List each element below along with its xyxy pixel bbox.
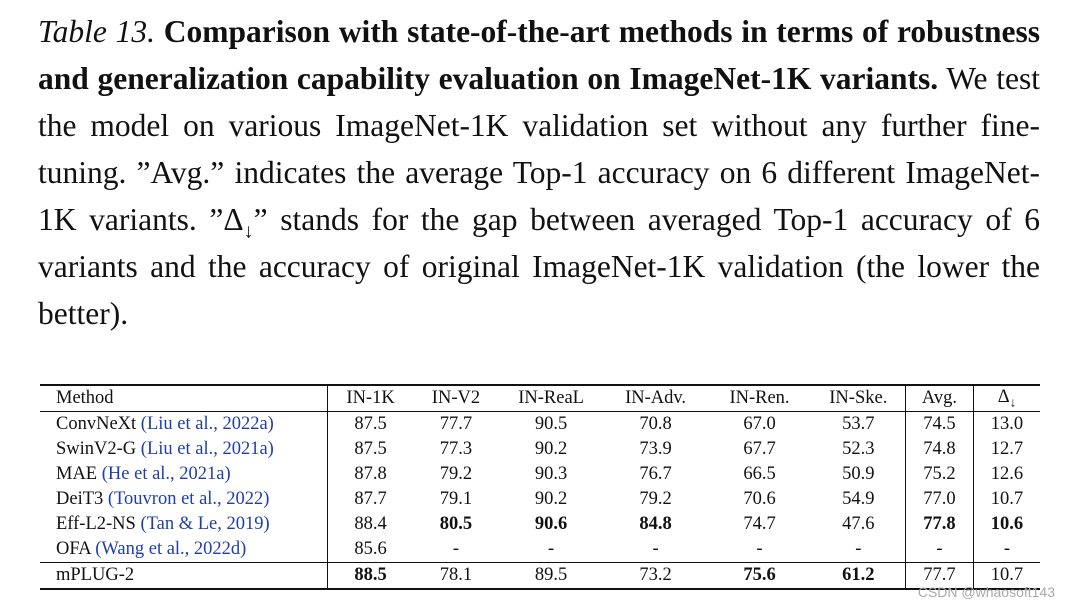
value-cell: 12.7	[973, 437, 1040, 462]
value-cell: 87.8	[327, 462, 413, 487]
value-cell: 79.1	[439, 489, 473, 509]
method-name: mPLUG-2	[56, 565, 135, 585]
caption-label: Table 13.	[38, 14, 156, 49]
table-row	[40, 462, 1040, 487]
method-cell	[40, 537, 327, 563]
value-cell: 77.0	[906, 487, 974, 512]
citation-link[interactable]: (Liu et al., 2022a)	[140, 414, 274, 434]
value-cell: 52.3	[842, 439, 875, 459]
table-row	[40, 412, 1040, 438]
value-cell: 90.3	[534, 464, 568, 484]
value-cell: 74.7	[743, 514, 776, 534]
results-table	[40, 384, 1040, 590]
method-name: SwinV2-G	[56, 439, 137, 459]
value-cell: -	[973, 537, 1040, 563]
value-cell: 70.8	[639, 414, 672, 434]
value-cell: 77.3	[439, 439, 473, 459]
citation-link[interactable]: (Liu et al., 2021a)	[140, 439, 274, 459]
value-cell: 77.7	[906, 563, 974, 590]
value-cell: 10.6	[973, 512, 1040, 537]
method-name: ConvNeXt	[56, 414, 137, 434]
header-inadv: IN-Adv.	[625, 388, 687, 408]
value-cell: -	[756, 539, 763, 559]
value-cell: 67.0	[743, 414, 776, 434]
method-name: DeiT3	[56, 489, 104, 509]
value-cell: 89.5	[534, 565, 568, 585]
method-name: MAE	[56, 464, 98, 484]
value-cell: 54.9	[842, 489, 875, 509]
value-cell: 74.8	[906, 437, 974, 462]
value-cell: 78.1	[439, 565, 473, 585]
value-cell: 90.5	[534, 414, 568, 434]
method-cell	[40, 412, 327, 438]
value-cell: 87.7	[327, 487, 413, 512]
method-name: Eff-L2-NS	[56, 514, 136, 534]
value-cell: 77.8	[906, 512, 974, 537]
value-cell: 88.5	[327, 563, 413, 590]
header-in1k: IN-1K	[327, 385, 413, 412]
header-inreal: IN-ReaL	[518, 388, 584, 408]
method-cell	[40, 512, 327, 537]
value-cell: 79.2	[639, 489, 672, 509]
table-row	[40, 512, 1040, 537]
citation-link[interactable]: (Tan & Le, 2019)	[140, 514, 270, 534]
value-cell: -	[906, 537, 974, 563]
value-cell: 73.2	[639, 565, 672, 585]
value-cell: 79.2	[439, 464, 473, 484]
value-cell: 88.4	[327, 512, 413, 537]
caption-title: Comparison with state-of-the-art methods in terms of robustness and generalization capability evaluation on ImageNet-1K variants.	[38, 14, 1040, 96]
value-cell: 85.6	[327, 537, 413, 563]
method-cell	[40, 563, 327, 590]
caption-text-2: ” stands for the gap between averaged Top-1 accuracy of 6 variants and the accuracy of original ImageNet-1K validation (the lower the better).	[38, 202, 1040, 331]
caption-text-1: We test the model on various ImageNet-1K validation set without any further fine-tuning. ”Avg.” indicates the average Top-1 accuracy on 6 different ImageNet-1K variants. ”	[38, 61, 1040, 237]
citation-link[interactable]: (He et al., 2021a)	[101, 464, 231, 484]
header-method: Method	[56, 388, 114, 408]
header-inren: IN-Ren.	[729, 388, 790, 408]
method-cell	[40, 437, 327, 462]
value-cell: 90.6	[534, 514, 568, 534]
value-cell: 90.2	[534, 439, 568, 459]
value-cell: 50.9	[842, 464, 875, 484]
method-cell	[40, 462, 327, 487]
value-cell: 12.6	[973, 462, 1040, 487]
header-delta: $\Delta_↓$	[973, 385, 1040, 412]
table-row	[40, 487, 1040, 512]
value-cell: 10.7	[973, 563, 1040, 590]
value-cell: 74.5	[906, 412, 974, 438]
citation-link[interactable]: (Wang et al., 2022d)	[95, 539, 247, 559]
value-cell: -	[452, 539, 460, 559]
method-cell	[40, 487, 327, 512]
table-row	[40, 563, 1040, 590]
table-row	[40, 537, 1040, 563]
table-row	[40, 437, 1040, 462]
value-cell: 13.0	[973, 412, 1040, 438]
value-cell: 67.7	[743, 439, 776, 459]
value-cell: 75.6	[743, 565, 776, 585]
header-inv2: IN-V2	[431, 388, 481, 408]
value-cell: -	[652, 539, 659, 559]
value-cell: 47.6	[842, 514, 875, 534]
table-header-row	[40, 385, 1040, 412]
value-cell: 87.5	[327, 437, 413, 462]
citation-link[interactable]: (Touvron et al., 2022)	[107, 489, 270, 509]
header-avg: Avg.	[906, 385, 974, 412]
value-cell: 66.5	[743, 464, 776, 484]
value-cell: 76.7	[639, 464, 672, 484]
value-cell: 80.5	[439, 514, 473, 534]
value-cell: 53.7	[842, 414, 875, 434]
value-cell: 87.5	[327, 412, 413, 438]
delta-symbol: $\Delta_↓$	[223, 202, 254, 243]
value-cell: 77.7	[439, 414, 473, 434]
value-cell: 84.8	[639, 514, 672, 534]
value-cell: 70.6	[743, 489, 776, 509]
watermark: CSDN @whaosoft143	[917, 584, 1055, 600]
header-inske: IN-Ske.	[829, 388, 888, 408]
value-cell: 73.9	[639, 439, 672, 459]
value-cell: -	[548, 539, 555, 559]
value-cell: 10.7	[973, 487, 1040, 512]
method-name: OFA	[56, 539, 91, 559]
value-cell: 90.2	[534, 489, 568, 509]
value-cell: -	[855, 539, 862, 559]
table-caption	[38, 8, 1040, 337]
value-cell: 61.2	[842, 565, 875, 585]
value-cell: 75.2	[906, 462, 974, 487]
